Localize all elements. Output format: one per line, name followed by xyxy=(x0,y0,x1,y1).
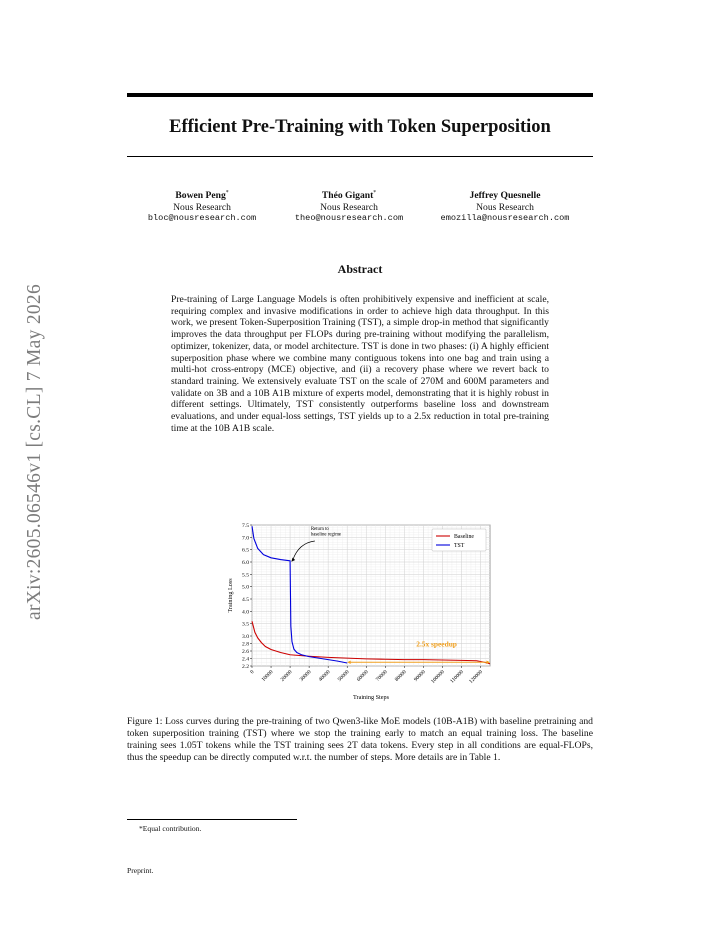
y-axis-label: Training Loss xyxy=(227,578,234,613)
author-block xyxy=(427,190,583,225)
equal-contribution-mark: * xyxy=(373,189,377,196)
abstract-heading: Abstract xyxy=(337,262,383,276)
y-tick-label: 2.8 xyxy=(242,641,249,648)
x-tick-label: 110000 xyxy=(449,669,465,685)
x-tick-label: 90000 xyxy=(412,669,427,683)
x-tick-label: 60000 xyxy=(355,669,370,683)
annotation-label: Return to baseline regime xyxy=(310,527,342,538)
y-tick-label: 2.2 xyxy=(242,664,249,670)
author-block xyxy=(283,190,415,225)
x-tick-label: 30000 xyxy=(298,669,313,683)
legend-entry-baseline: Baseline xyxy=(454,534,474,540)
author-affiliation: Nous Research xyxy=(476,201,534,213)
author-block xyxy=(136,190,268,225)
x-tick-label: 40000 xyxy=(317,669,332,683)
footnote-rule xyxy=(127,819,297,820)
y-tick-label: 4.0 xyxy=(242,609,249,616)
arxiv-sidebar xyxy=(20,262,50,642)
y-tick-label: 6.5 xyxy=(242,547,249,554)
author-email: emozilla@nousresearch.com xyxy=(440,213,570,224)
x-tick-label: 100000 xyxy=(430,669,446,685)
legend-entry-tst: TST xyxy=(454,543,465,549)
y-tick-label: 2.4 xyxy=(242,656,249,663)
y-tick-label: 5.5 xyxy=(242,572,249,579)
author-affiliation: Nous Research xyxy=(320,201,378,213)
y-tick-label: 4.5 xyxy=(242,597,249,603)
arxiv-identifier: arXiv:2605.06546v1 [cs.CL] 7 May 2026 xyxy=(24,283,45,621)
author-affiliation: Nous Research xyxy=(173,201,231,213)
x-axis-label: Training Steps xyxy=(352,694,390,701)
x-tick-label: 20000 xyxy=(279,669,294,683)
loss-chart xyxy=(220,518,510,703)
y-tick-label: 2.6 xyxy=(242,649,249,655)
y-tick-label: 5.0 xyxy=(242,584,249,591)
x-tick-label: 0 xyxy=(249,669,256,676)
y-tick-label: 7.5 xyxy=(242,523,249,529)
x-tick-label: 10000 xyxy=(260,669,275,683)
figure-caption: Figure 1: Loss curves during the pre-training of two Qwen3-like MoE models (10B-A1B) with baseline pretraining and token superposition training (TST) where we stop the training early to match an equal training loss. The baseline training sees 1.05T tokens while the TST training sees 2T data tokens. Every step in all conditions are equal-FLOPs, thus the speedup can be directly computed w.r.t. the number of steps. More details are in Table 1. xyxy=(127,716,593,763)
author-name: Jeffrey Quesnelle xyxy=(469,190,541,201)
x-tick-label: 70000 xyxy=(374,669,389,683)
x-tick-label: 50000 xyxy=(336,669,351,683)
chart-legend xyxy=(432,529,486,551)
paper-title: Efficient Pre-Training with Token Superposition xyxy=(169,117,551,137)
title-bottom-rule xyxy=(127,156,593,157)
author-name: Bowen Peng xyxy=(175,190,226,201)
preprint-label: Preprint. xyxy=(127,866,154,875)
title-top-rule xyxy=(127,93,593,97)
y-tick-label: 7.0 xyxy=(242,535,249,542)
author-name: Théo Gigant xyxy=(321,190,374,201)
author-email: bloc@nousresearch.com xyxy=(147,213,257,224)
x-tick-label: 120000 xyxy=(468,669,484,685)
y-tick-label: 6.0 xyxy=(242,560,249,566)
y-tick-label: 3.5 xyxy=(242,621,249,628)
x-tick-label: 80000 xyxy=(393,669,408,683)
author-email: theo@nousresearch.com xyxy=(294,213,404,224)
abstract-text: Pre-training of Large Language Models is often prohibitively expensive and inefficient at scale, requiring complex and invasive modifications in order to achieve high data throughput. In this work, we present Token-Superposition Training (TST), a simple drop-in method that significantly improves the data throughput per FLOPs during pre-training without modifying the parallelism, optimizer, tokenizer, data, or model architecture. TST is done in two phases: (i) A highly efficient superposition phase where we combine many contiguous tokens into one bag and train using a multi-hot cross-entropy (MCE) objective, and (ii) a recovery phase where we revert back to standard training. We extensively evaluate TST on the scale of 270M and 600M parameters and validate on 3B and a 10B A1B mixture of experts model, demonstrating that it is highly robust in different settings. Ultimately, TST consistently outperforms baseline loss and downstream evaluations, and under equal-loss settings, TST yields up to a 2.5x reduction in total pre-training time at the 10B A1B scale. xyxy=(171,294,549,434)
equal-contribution-mark: * xyxy=(225,189,229,196)
speedup-label: 2.5x speedup xyxy=(416,639,457,649)
y-tick-label: 3.0 xyxy=(242,634,249,640)
footnote: *Equal contribution. xyxy=(139,824,202,833)
